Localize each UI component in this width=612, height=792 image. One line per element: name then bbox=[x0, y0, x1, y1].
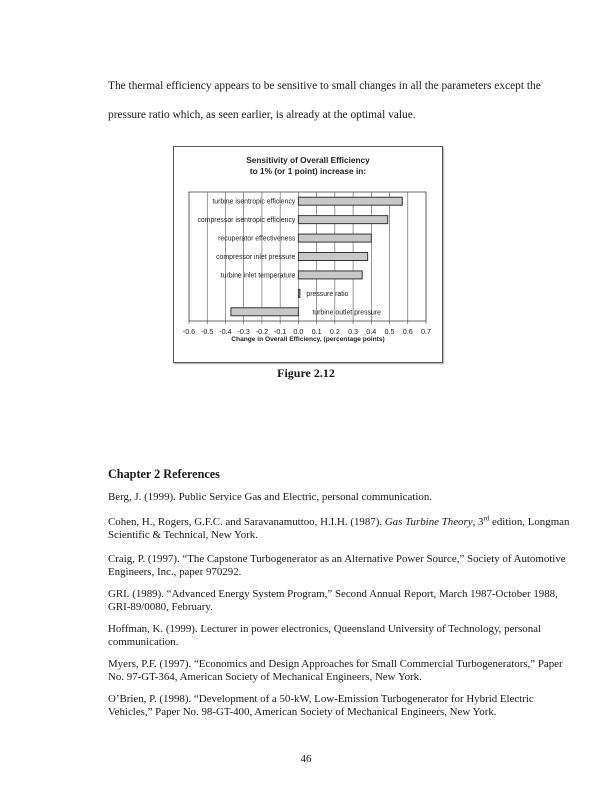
category-label: compressor isentropic efficiency bbox=[197, 217, 296, 225]
chart-title: Sensitivity of Overall Efficiency bbox=[246, 155, 370, 165]
x-tick-label: -0.3 bbox=[237, 327, 250, 336]
reference-line: Scientific & Technical, New York. bbox=[108, 528, 258, 541]
reference-line: Berg, J. (1999). Public Service Gas and Electric, personal communication. bbox=[108, 491, 433, 503]
reference-item bbox=[108, 514, 570, 541]
category-label: turbine isentropic efficiency bbox=[212, 198, 296, 206]
reference-item bbox=[108, 658, 563, 683]
x-tick-label: 0.4 bbox=[366, 327, 377, 336]
body-paragraph-line-1: The thermal efficiency appears to be sensitive to small changes in all the parameters except the bbox=[108, 80, 541, 92]
reference-item bbox=[108, 588, 558, 613]
bar-recuperator-effectiveness bbox=[298, 234, 371, 242]
reference-line: Vehicles,” Paper No. 98-GT-400, American Society of Mechanical Engineers, New York. bbox=[108, 705, 497, 718]
body-paragraph-line-2: pressure ratio which, as seen earlier, is already at the optimal value. bbox=[108, 109, 416, 121]
category-label: turbine inlet temperature bbox=[220, 272, 296, 280]
bar-turbine-inlet-temperature bbox=[298, 271, 362, 279]
x-tick-label: -0.2 bbox=[255, 327, 269, 336]
reference-line: No. 97-GT-364, American Society of Mechanical Engineers, New York. bbox=[108, 670, 422, 683]
category-label: turbine outlet pressure bbox=[312, 309, 381, 317]
x-tick-label: -0.1 bbox=[273, 327, 287, 336]
reference-line: Hoffman, K. (1999). Lecturer in power electronics, Queensland University of Technology, personal bbox=[108, 623, 542, 635]
x-tick-label: -0.6 bbox=[182, 327, 196, 336]
book-title: Gas Turbine Theory bbox=[384, 516, 473, 528]
figure-caption: Figure 2.12 bbox=[277, 366, 335, 380]
reference-line: communication. bbox=[108, 635, 179, 648]
x-tick-label: -0.5 bbox=[201, 327, 214, 336]
reference-line: O’Brien, P. (1998). “Development of a 50-kW, Low-Emission Turbogenerator for Hybrid Electric bbox=[108, 693, 534, 705]
reference-line: GRI-89/0080, February. bbox=[108, 600, 213, 613]
reference-item bbox=[108, 553, 566, 578]
reference-item bbox=[108, 623, 548, 648]
chart-subtitle: to 1% (or 1 point) increase in: bbox=[249, 166, 367, 176]
bar-turbine-outlet-pressure bbox=[231, 308, 298, 316]
page-number: 46 bbox=[300, 753, 312, 765]
bar-compressor-inlet-pressure bbox=[298, 253, 367, 261]
reference-line: Engineers, Inc., paper 970292. bbox=[108, 565, 242, 578]
ordinal-suffix: rd bbox=[483, 514, 490, 523]
chart-x-axis-label: Change in Overall Efficiency, (percentage points) bbox=[231, 336, 385, 343]
sensitivity-bar-chart bbox=[174, 147, 442, 362]
reference-line bbox=[108, 514, 570, 529]
bar-compressor-isentropic-efficiency bbox=[298, 216, 387, 224]
reference-text: edition, Longman bbox=[489, 516, 570, 528]
reference-item bbox=[108, 693, 548, 718]
reference-text: Cohen, H., Rogers, G.F.C. and Saravanamuttoo, H.I.H. (1987). bbox=[108, 516, 385, 528]
reference-item bbox=[108, 491, 548, 504]
category-label: recuperator effectiveness bbox=[218, 235, 296, 243]
bar-pressure-ratio bbox=[298, 289, 300, 297]
x-tick-label: 0.2 bbox=[329, 327, 340, 336]
reference-line: GRI. (1989). “Advanced Energy System Program,” Second Annual Report, March 1987-October 1988, bbox=[108, 588, 558, 600]
x-tick-label: 0.7 bbox=[421, 327, 431, 336]
category-label: pressure ratio bbox=[306, 290, 349, 298]
chart-x-ticks bbox=[183, 321, 431, 336]
references-heading: Chapter 2 References bbox=[108, 467, 220, 481]
x-tick-label: 0.1 bbox=[311, 327, 322, 336]
x-tick-label: 0.3 bbox=[348, 327, 359, 336]
bar-turbine-isentropic-efficiency bbox=[298, 197, 402, 205]
reference-line: Craig, P. (1997). “The Capstone Turbogenerator as an Alternative Power Source,” Society of Automotive bbox=[108, 553, 566, 565]
chart-figure bbox=[173, 146, 443, 363]
reference-text: , 3 bbox=[472, 516, 484, 528]
x-tick-label: 0.6 bbox=[402, 327, 413, 336]
reference-line: Myers, P.F. (1997). “Economics and Design Approaches for Small Commercial Turbogenerators,” Paper bbox=[108, 658, 563, 670]
x-tick-label: 0.0 bbox=[293, 327, 304, 336]
category-label: compressor inlet pressure bbox=[216, 254, 296, 261]
x-tick-label: -0.4 bbox=[219, 327, 232, 336]
x-tick-label: 0.5 bbox=[384, 327, 395, 336]
